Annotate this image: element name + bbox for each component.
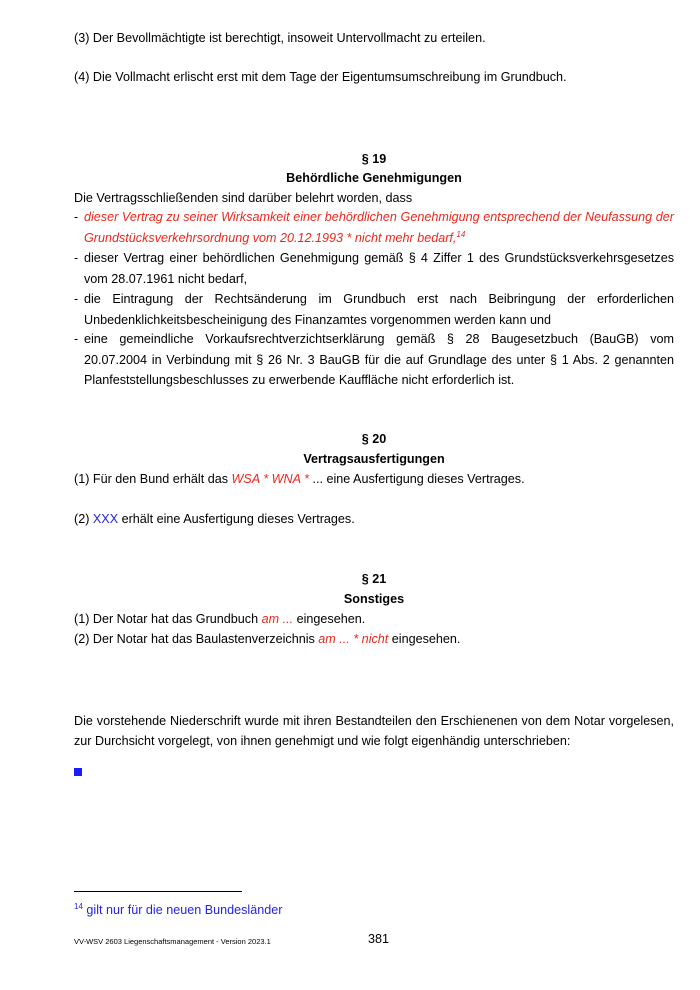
list-item: [74, 329, 674, 391]
section-20-paragraph-1: (1) Für den Bund erhält das WSA * WNA * ... eine Ausfertigung dieses Vertrages.: [74, 472, 525, 486]
bullet-dash: -: [74, 292, 79, 306]
bullet-dash: -: [74, 210, 79, 224]
footnote-rule: [74, 891, 242, 892]
section-20-paragraph-2: (2) XXX erhält eine Ausfertigung dieses Vertrages.: [74, 512, 355, 526]
footnote-number: 14: [74, 902, 83, 911]
footnote-ref[interactable]: 14: [456, 229, 466, 239]
list-item: [74, 248, 674, 289]
blue-square-marker: [74, 768, 82, 776]
section-19-intro: Die Vertragsschließenden sind darüber belehrt worden, dass: [74, 191, 413, 205]
footnote: [74, 902, 282, 919]
list-item: [74, 289, 674, 330]
bullet-3-text: die Eintragung der Rechtsänderung im Grundbuch erst nach Beibringung der erforderlichen Unbedenklichkeitsbescheinigung des Finanzamtes vorgenommen werden kann und: [84, 292, 674, 327]
bullet-2-text: dieser Vertrag einer behördlichen Genehmigung gemäß § 4 Ziffer 1 des Grundstücksverkehrsgesetzes vom 28.07.1961 nicht bedarf,: [84, 251, 674, 286]
section-21-paragraph-1: (1) Der Notar hat das Grundbuch am ... eingesehen.: [74, 612, 366, 626]
page-number: 381: [368, 932, 390, 946]
section-20-number: § 20: [361, 432, 387, 446]
placeholder-authority: WSA * WNA *: [231, 472, 309, 486]
section-19-number: § 19: [361, 152, 387, 166]
closing-paragraph: Die vorstehende Niederschrift wurde mit ihren Bestandteilen den Erschienenen von dem Notar vorgelesen, zur Durchsicht vorgelegt, von ihnen genehmigt und wie folgt eigenhändig unterschrieben:: [74, 714, 674, 748]
section-19-title: Behördliche Genehmigungen: [286, 171, 462, 185]
footnote-text: gilt nur für die neuen Bundesländer: [82, 903, 283, 917]
list-item: [74, 207, 674, 248]
bullet-dash: -: [74, 332, 79, 346]
bullet-1-text: dieser Vertrag zu seiner Wirksamkeit einer behördlichen Genehmigung entsprechend der Neufassung der Grundstücksverkehrsordnung vom 20.12.1993 * nicht mehr bedarf,: [84, 210, 674, 245]
footer-document-id: VV-WSV 2603 Liegenschaftsmanagement - Version 2023.1: [74, 937, 271, 946]
section-21-number: § 21: [361, 572, 387, 586]
placeholder-recipient: XXX: [92, 512, 119, 526]
section-20-title: Vertragsausfertigungen: [303, 452, 445, 466]
bullet-dash: -: [74, 251, 79, 265]
placeholder-date-2: am ... * nicht: [318, 632, 389, 646]
paragraph-3: (3) Der Bevollmächtigte ist berechtigt, insoweit Untervollmacht zu erteilen.: [74, 31, 486, 45]
bullet-4-text: eine gemeindliche Vorkaufsrechtverzichtserklärung gemäß § 28 Baugesetzbuch (BauGB) vom 20.07.2004 in Verbindung mit § 26 Nr. 3 BauGB für die auf Grundlage des unter § 1 Abs. 2 genannten Planfeststellungsbeschlusses zu erwerbende Kauffläche nicht erforderlich ist.: [84, 332, 674, 387]
paragraph-4: (4) Die Vollmacht erlischt erst mit dem Tage der Eigentumsumschreibung im Grundbuch.: [74, 70, 567, 84]
section-21-title: Sonstiges: [343, 592, 405, 606]
section-21-paragraph-2: (2) Der Notar hat das Baulastenverzeichnis am ... * nicht eingesehen.: [74, 632, 461, 646]
placeholder-date-1: am ...: [261, 612, 294, 626]
